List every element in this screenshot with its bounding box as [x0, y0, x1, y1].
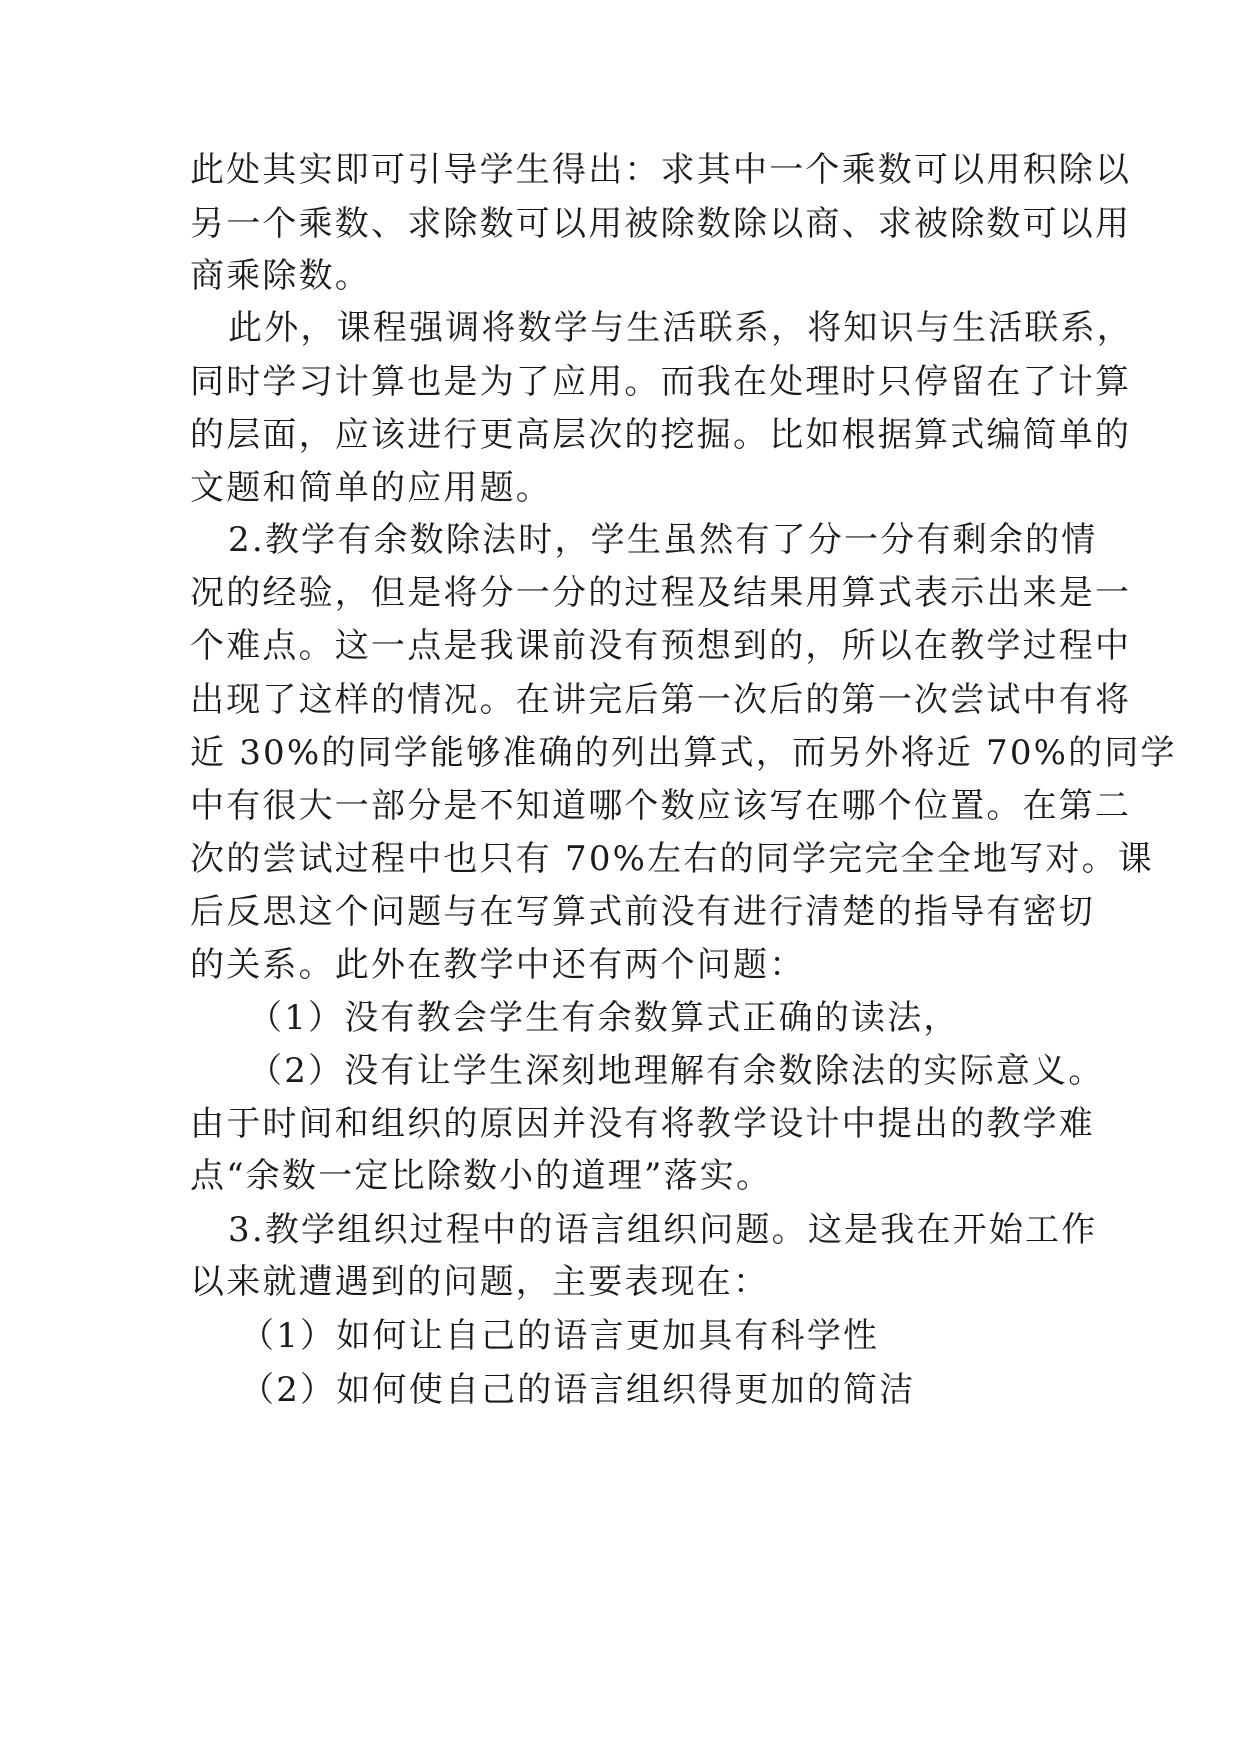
paragraph-3-line-9: 的关系。此外在教学中还有两个问题： — [190, 945, 806, 985]
paragraph-2-line-2: 同时学习计算也是为了应用。而我在处理时只停留在了计算 — [190, 362, 1132, 402]
list-item-2-line-3: 点“余数一定比除数小的道理”落实。 — [190, 1156, 773, 1196]
paragraph-1-line-2: 另一个乘数、求除数可以用被除数除以商、求被除数可以用 — [190, 204, 1132, 244]
paragraph-3-line-1: 2.教学有余数除法时，学生虽然有了分一分有剩余的情 — [228, 520, 1098, 560]
paragraph-3-line-5: 近 30%的同学能够准确的列出算式，而另外将近 70%的同学 — [190, 733, 1177, 773]
paragraph-3-line-4: 出现了这样的情况。在讲完后第一次后的第一次尝试中有将 — [190, 680, 1132, 720]
sub-item-2-line-1: （2）如何使自己的语言组织得更加的简洁 — [240, 1370, 916, 1410]
sub-item-1-line-1: （1）如何让自己的语言更加具有科学性 — [240, 1316, 880, 1356]
paragraph-3-line-3: 个难点。这一点是我课前没有预想到的，所以在教学过程中 — [190, 626, 1132, 666]
paragraph-4-line-2: 以来就遭遇到的问题，主要表现在： — [190, 1262, 770, 1302]
paragraph-3-line-7: 次的尝试过程中也只有 70%左右的同学完完全全地写对。课 — [190, 839, 1154, 879]
paragraph-2-line-1: 此外，课程强调将数学与生活联系，将知识与生活联系， — [228, 308, 1133, 348]
list-item-2-line-1: （2）没有让学生深刻地理解有余数除法的实际意义。 — [248, 1051, 1105, 1091]
list-item-1-line-1: （1）没有教会学生有余数算式正确的读法， — [248, 998, 960, 1038]
paragraph-3-line-2: 况的经验，但是将分一分的过程及结果用算式表示出来是一 — [190, 573, 1132, 613]
paragraph-1-line-3: 商乘除数。 — [190, 256, 371, 296]
paragraph-2-line-4: 文题和简单的应用题。 — [190, 468, 552, 508]
paragraph-2-line-3: 的层面，应该进行更高层次的挖掘。比如根据算式编简单的 — [190, 415, 1132, 455]
paragraph-3-line-6: 中有很大一部分是不知道哪个数应该写在哪个位置。在第二 — [190, 786, 1132, 826]
paragraph-1-line-1: 此处其实即可引导学生得出：求其中一个乘数可以用积除以 — [190, 150, 1132, 190]
list-item-2-line-2: 由于时间和组织的原因并没有将教学设计中提出的教学难 — [190, 1104, 1095, 1144]
paragraph-4-line-1: 3.教学组织过程中的语言组织问题。这是我在开始工作 — [228, 1210, 1098, 1250]
paragraph-3-line-8: 后反思这个问题与在写算式前没有进行清楚的指导有密切 — [190, 892, 1095, 932]
